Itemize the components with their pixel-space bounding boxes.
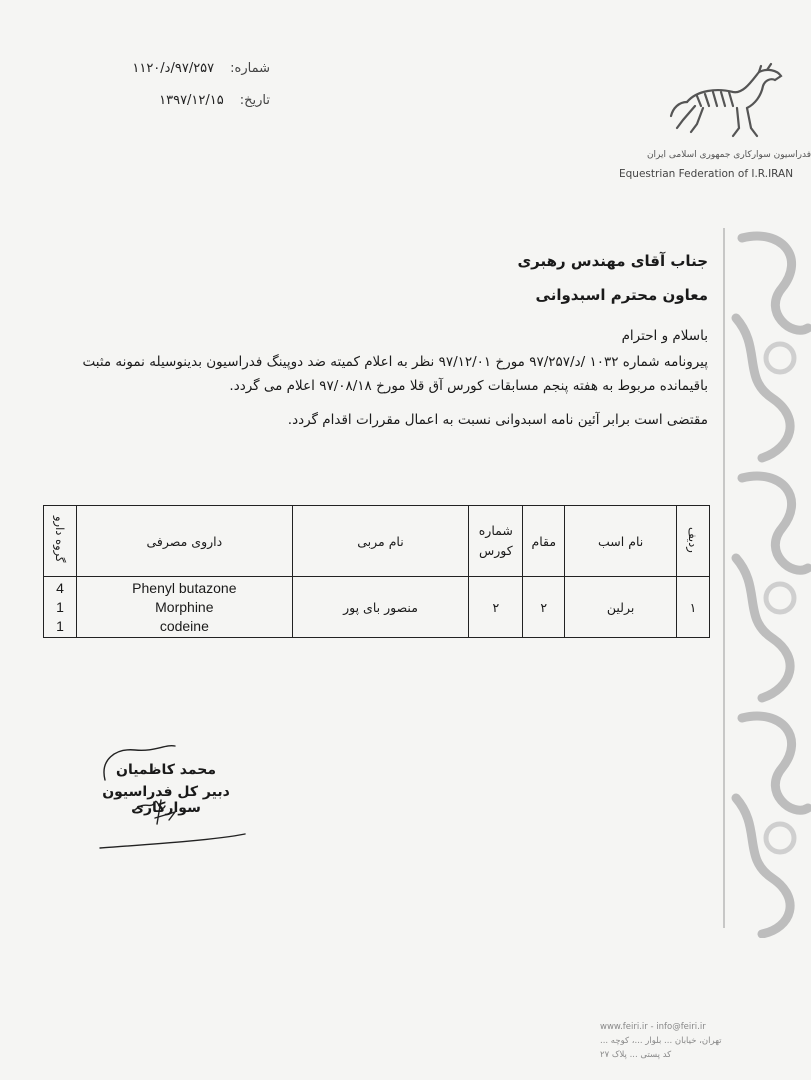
drug-group: 1	[56, 617, 64, 634]
footer-contact	[600, 1020, 811, 1062]
header-drug-group: گروه دارو	[44, 506, 77, 577]
doping-results-table	[43, 505, 710, 638]
drug-group: 1	[56, 598, 64, 615]
letter-body	[40, 240, 708, 428]
footer-postal: کد پستی ... پلاک ۲۷	[600, 1050, 672, 1060]
footer-address: تهران، خیابان ... بلوار ...، کوچه ...	[600, 1036, 722, 1046]
number-value: ۹۷/۲۵۷/د/۱۱۲۰	[132, 60, 215, 76]
addressee-line-1: جناب آقای مهندس رهبری	[517, 252, 708, 270]
horse-logo-icon	[667, 62, 787, 142]
header-race-no: شماره کورس	[469, 506, 523, 577]
header-horse: نام اسب	[565, 506, 677, 577]
cell-drug-group	[44, 577, 77, 638]
paragraph-1: پیرونامه شماره ۱۰۳۲ /د/۹۷/۲۵۷ مورخ ۹۷/۱۲/۰۱ نظر به اعلام کمیته ضد دوپینگ فدراسیون بدینوسیله نمونه مثبت باقیمانده مربوط به هفته پنجم مسابقات کورس آق قلا مورخ ۹۷/۰۸/۱۸ اعلام می گردد.	[82, 354, 708, 394]
cell-horse: برلین	[565, 577, 677, 638]
number-row	[100, 52, 270, 84]
cell-race-no: ۲	[469, 577, 523, 638]
header-rank: مقام	[523, 506, 565, 577]
footer-web: www.feiri.ir - info@feiri.ir	[600, 1022, 706, 1032]
drug-group: 4	[56, 579, 64, 596]
drug-name: Phenyl butazone	[132, 579, 237, 596]
greeting: باسلام و احترام	[621, 328, 708, 344]
federation-name-fa: فدراسیون سوارکاری جمهوری اسلامی ایران	[646, 150, 811, 160]
ornamental-border	[722, 228, 811, 938]
number-label: شماره:	[230, 60, 270, 76]
cell-rank: ۲	[523, 577, 565, 638]
cell-trainer: منصور بای پور	[292, 577, 469, 638]
signatory-name: محمد کاظمیان	[116, 762, 216, 778]
header-trainer: نام مربی	[292, 506, 469, 577]
letter-meta	[100, 52, 270, 116]
signature-block	[66, 762, 266, 816]
federation-name-en: Equestrian Federation of I.R.IRAN	[619, 168, 794, 180]
paragraph-2: مقتضی است برابر آئین نامه اسبدوانی نسبت به اعمال مقررات اقدام گردد.	[287, 412, 708, 428]
signatory-title: دبیر کل فدراسیون سوارکاری	[102, 784, 230, 816]
table-row	[44, 577, 710, 638]
cell-drugs	[77, 577, 293, 638]
drug-name: Morphine	[155, 598, 214, 615]
federation-logo	[615, 62, 811, 192]
cell-row-no: ۱	[677, 577, 710, 638]
date-row	[100, 84, 270, 116]
addressee-line-2: معاون محترم اسبدوانی	[535, 286, 708, 304]
header-drugs: داروی مصرفی	[77, 506, 293, 577]
drug-name: codeine	[159, 617, 209, 634]
date-label: تاریخ:	[239, 92, 270, 108]
header-row-no: ردیف	[677, 506, 710, 577]
date-value: ۱۳۹۷/۱۲/۱۵	[159, 92, 224, 108]
table-header-row	[44, 506, 710, 577]
